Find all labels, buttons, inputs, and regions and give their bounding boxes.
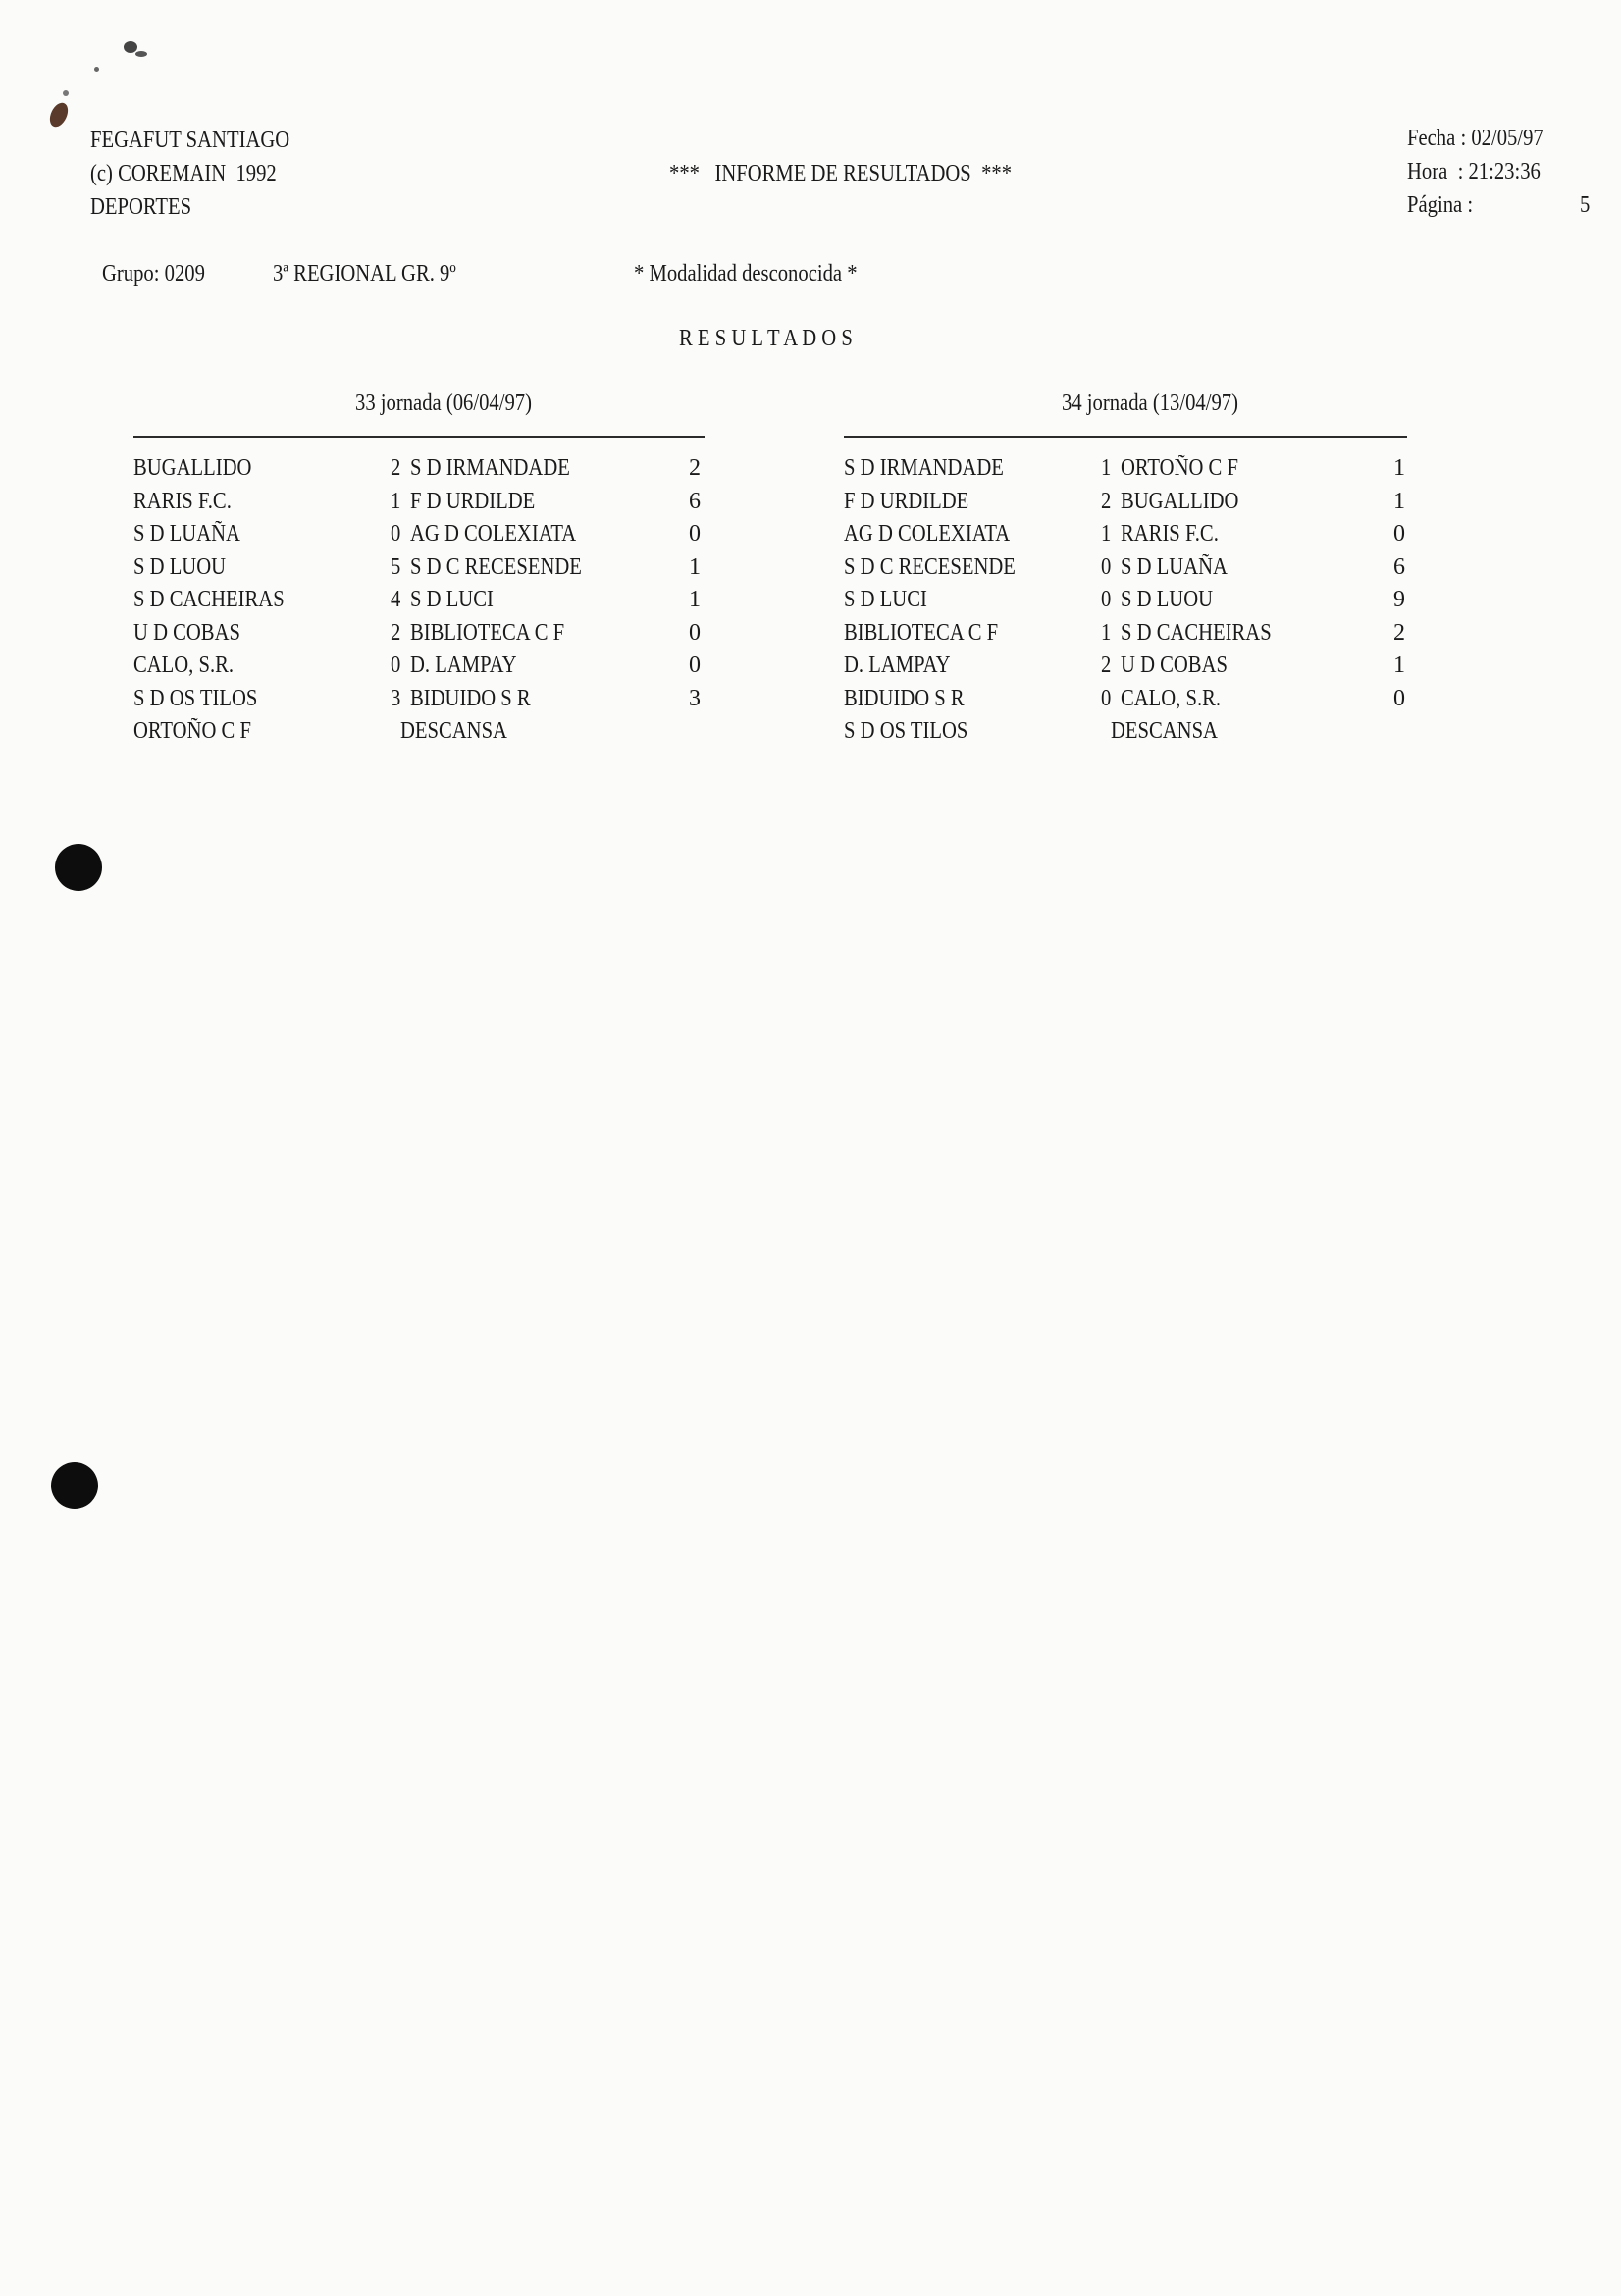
match-row bbox=[844, 716, 1417, 750]
away-team: U D COBAS bbox=[1121, 652, 1228, 678]
away-team: S D LUCI bbox=[410, 587, 494, 612]
home-team: RARIS F.C. bbox=[133, 488, 232, 514]
away-team: F D URDILDE bbox=[410, 488, 536, 514]
away-score: 1 bbox=[1393, 652, 1405, 678]
home-team: BIBLIOTECA C F bbox=[844, 619, 999, 646]
match-row bbox=[133, 552, 706, 586]
home-team: BUGALLIDO bbox=[133, 455, 252, 481]
away-score: 0 bbox=[1393, 521, 1405, 547]
group-modality: * Modalidad desconocida * bbox=[634, 261, 858, 287]
page-label: Página : bbox=[1407, 192, 1474, 218]
away-score: 2 bbox=[1393, 619, 1405, 646]
home-team: S D LUCI bbox=[844, 587, 927, 612]
match-row bbox=[844, 487, 1417, 520]
home-team: S D LUOU bbox=[133, 553, 227, 580]
home-score: 3 bbox=[391, 685, 401, 711]
home-team: S D LUAÑA bbox=[133, 521, 240, 547]
match-row bbox=[844, 618, 1417, 652]
home-score: 1 bbox=[1101, 455, 1112, 481]
match-row bbox=[133, 651, 706, 684]
away-score: 0 bbox=[689, 521, 701, 547]
away-team: AG D COLEXIATA bbox=[410, 521, 577, 547]
org-name: FEGAFUT SANTIAGO bbox=[90, 128, 290, 153]
away-team: DESCANSA bbox=[1111, 718, 1218, 744]
away-team: S D IRMANDADE bbox=[410, 455, 570, 481]
away-score: 9 bbox=[1393, 587, 1405, 612]
match-row bbox=[844, 552, 1417, 586]
home-score: 1 bbox=[1101, 521, 1112, 547]
away-score: 1 bbox=[1393, 488, 1405, 514]
page-number: 5 bbox=[1580, 192, 1591, 218]
ink-stain bbox=[46, 100, 71, 130]
home-team: S D IRMANDADE bbox=[844, 455, 1004, 481]
ink-speck bbox=[124, 41, 137, 53]
match-row bbox=[844, 684, 1417, 717]
jornada-title: 33 jornada (06/04/97) bbox=[355, 391, 532, 416]
away-team: S D CACHEIRAS bbox=[1121, 619, 1272, 646]
away-score: 1 bbox=[689, 553, 701, 580]
home-team: S D OS TILOS bbox=[133, 685, 258, 711]
home-score: 0 bbox=[391, 652, 401, 678]
away-score: 6 bbox=[689, 488, 701, 514]
copyright-line: (c) COREMAIN 1992 bbox=[90, 161, 277, 186]
away-score: 0 bbox=[689, 619, 701, 646]
home-score: 2 bbox=[391, 619, 401, 646]
group-category: 3ª REGIONAL GR. 9º bbox=[273, 261, 456, 287]
match-row bbox=[844, 585, 1417, 618]
time-line: Hora : 21:23:36 bbox=[1407, 159, 1541, 184]
home-score: 2 bbox=[1101, 488, 1112, 514]
away-team: BUGALLIDO bbox=[1121, 488, 1239, 514]
section-title: R E S U L T A D O S bbox=[679, 326, 853, 351]
away-team: BIDUIDO S R bbox=[410, 685, 531, 711]
home-team: S D OS TILOS bbox=[844, 718, 968, 744]
home-score: 0 bbox=[391, 521, 401, 547]
home-team: D. LAMPAY bbox=[844, 652, 951, 678]
jornada-title: 34 jornada (13/04/97) bbox=[1062, 391, 1238, 416]
home-score: 4 bbox=[391, 587, 401, 612]
match-row bbox=[133, 716, 706, 750]
home-score: 5 bbox=[391, 553, 401, 580]
home-team: CALO, S.R. bbox=[133, 652, 235, 678]
date-line: Fecha : 02/05/97 bbox=[1407, 126, 1543, 151]
report-title: *** INFORME DE RESULTADOS *** bbox=[669, 161, 1013, 186]
ink-speck bbox=[94, 67, 99, 72]
home-team: U D COBAS bbox=[133, 619, 240, 646]
match-row bbox=[844, 453, 1417, 487]
match-row bbox=[133, 585, 706, 618]
home-score: 1 bbox=[391, 488, 401, 514]
home-score: 2 bbox=[391, 455, 401, 481]
punch-hole-bottom bbox=[51, 1462, 98, 1509]
away-score: 1 bbox=[1393, 455, 1405, 481]
home-score: 0 bbox=[1101, 685, 1112, 711]
ink-speck bbox=[63, 90, 69, 96]
department-line: DEPORTES bbox=[90, 194, 192, 220]
home-score: 2 bbox=[1101, 652, 1112, 678]
jornada-block-34 bbox=[844, 389, 1417, 761]
home-score: 1 bbox=[1101, 619, 1112, 646]
group-code: Grupo: 0209 bbox=[102, 261, 205, 287]
match-row bbox=[133, 519, 706, 552]
home-score: 0 bbox=[1101, 587, 1112, 612]
home-team: S D C RECESENDE bbox=[844, 553, 1016, 580]
away-team: S D LUOU bbox=[1121, 587, 1214, 612]
match-row bbox=[844, 519, 1417, 552]
home-team: F D URDILDE bbox=[844, 488, 969, 514]
home-team: AG D COLEXIATA bbox=[844, 521, 1011, 547]
home-score: 0 bbox=[1101, 553, 1112, 580]
jornada-divider bbox=[133, 436, 705, 438]
away-team: S D C RECESENDE bbox=[410, 553, 582, 580]
match-row bbox=[133, 684, 706, 717]
jornada-block-33 bbox=[133, 389, 706, 761]
away-score: 0 bbox=[1393, 685, 1405, 711]
away-team: S D LUAÑA bbox=[1121, 553, 1228, 580]
away-score: 6 bbox=[1393, 553, 1405, 580]
home-team: BIDUIDO S R bbox=[844, 685, 965, 711]
away-team: ORTOÑO C F bbox=[1121, 455, 1238, 481]
home-team: S D CACHEIRAS bbox=[133, 587, 285, 612]
away-team: BIBLIOTECA C F bbox=[410, 619, 565, 646]
away-team: D. LAMPAY bbox=[410, 652, 517, 678]
match-row bbox=[133, 487, 706, 520]
match-row bbox=[133, 618, 706, 652]
home-team: ORTOÑO C F bbox=[133, 718, 251, 744]
match-row bbox=[133, 453, 706, 487]
punch-hole-top bbox=[55, 844, 102, 891]
away-score: 0 bbox=[689, 652, 701, 678]
jornada-divider bbox=[844, 436, 1407, 438]
away-score: 3 bbox=[689, 685, 701, 711]
ink-speck bbox=[135, 51, 147, 57]
away-team: CALO, S.R. bbox=[1121, 685, 1222, 711]
away-team: RARIS F.C. bbox=[1121, 521, 1219, 547]
away-score: 1 bbox=[689, 587, 701, 612]
away-team: DESCANSA bbox=[400, 718, 507, 744]
match-row bbox=[844, 651, 1417, 684]
away-score: 2 bbox=[689, 455, 701, 481]
